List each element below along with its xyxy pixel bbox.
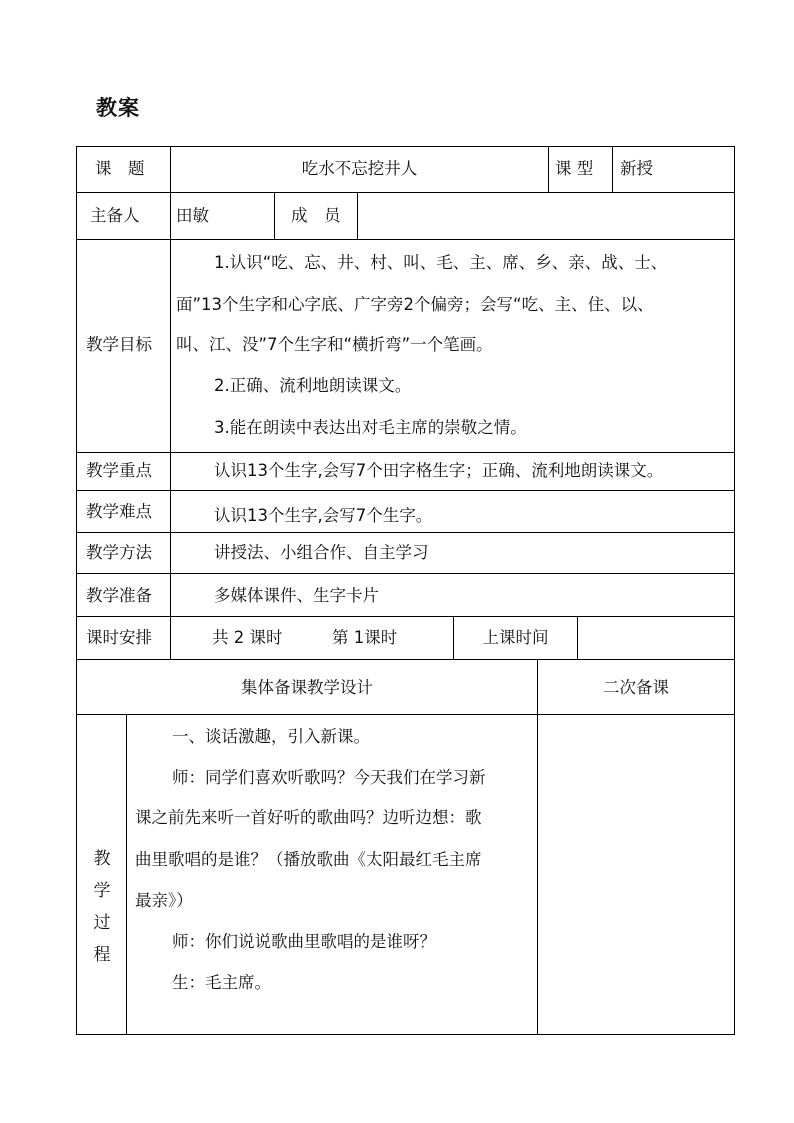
column-divider xyxy=(577,616,578,659)
process-label xyxy=(87,843,117,971)
process-line: 生：毛主席。 xyxy=(172,973,271,992)
schedule-current: 第 1课时 xyxy=(332,628,398,647)
objectives-line: 2.正确、流利地朗读课文。 xyxy=(214,376,412,395)
objectives-line: 1.认识“吃、忘、井、村、叫、毛、主、席、乡、亲、战、士、 xyxy=(214,253,668,272)
row-divider xyxy=(76,490,735,491)
class-time-label: 上课时间 xyxy=(482,628,549,647)
secondary-prep-header: 二次备课 xyxy=(603,678,669,697)
process-line: 课之前先来听一首好听的歌曲吗？边听边想：歌 xyxy=(135,808,482,827)
row-divider xyxy=(76,239,735,240)
row-divider xyxy=(76,192,735,193)
methods-value: 讲授法、小组合作、自主学习 xyxy=(214,543,429,562)
collective-design-header: 集体备课教学设计 xyxy=(241,678,373,697)
column-divider xyxy=(170,146,171,659)
author-value: 田敏 xyxy=(176,206,209,225)
process-label-char: 程 xyxy=(93,945,111,965)
column-divider xyxy=(274,192,275,239)
objectives-line: 叫、江、没”7个生字和“横折弯”一个笔画。 xyxy=(176,335,493,354)
lesson-type-label: 课 型 xyxy=(555,159,594,178)
lesson-type-value: 新授 xyxy=(620,159,653,178)
key-points-label: 教学重点 xyxy=(86,461,152,480)
preparation-value: 多媒体课件、生字卡片 xyxy=(214,586,379,605)
author-label: 主备人 xyxy=(90,206,140,225)
column-divider xyxy=(126,714,127,1035)
schedule-total: 共 2 课时 xyxy=(212,628,283,647)
difficulties-value: 认识13个生字,会写7个生字。 xyxy=(214,506,433,525)
difficulties-label: 教学难点 xyxy=(86,502,152,521)
process-line: 最亲》） xyxy=(135,891,193,910)
objectives-line: 面”13个生字和心字底、广字旁2个偏旁；会写“吃、主、住、以、 xyxy=(176,295,654,314)
objectives-line: 3.能在朗读中表达出对毛主席的崇敬之情。 xyxy=(214,418,527,437)
column-divider xyxy=(612,146,613,192)
process-label-char: 过 xyxy=(93,913,111,933)
column-divider xyxy=(357,192,358,239)
process-line: 一、谈话激趣，引入新课。 xyxy=(172,727,370,746)
column-divider xyxy=(537,659,538,1035)
methods-label: 教学方法 xyxy=(86,543,152,562)
objectives-label: 教学目标 xyxy=(86,335,152,354)
row-divider xyxy=(76,532,735,533)
process-line: 师：你们说说歌曲里歌唱的是谁呀？ xyxy=(172,932,436,951)
preparation-label: 教学准备 xyxy=(86,586,152,605)
column-divider xyxy=(548,146,549,192)
process-line: 师：同学们喜欢听歌吗？今天我们在学习新 xyxy=(172,768,486,787)
process-line: 曲里歌唱的是谁？（播放歌曲《太阳最红毛主席 xyxy=(135,850,482,869)
row-divider xyxy=(76,616,735,617)
row-divider xyxy=(76,659,735,660)
process-label-char: 教 xyxy=(93,849,111,869)
row-divider xyxy=(76,573,735,574)
row-divider xyxy=(76,714,735,715)
topic-value: 吃水不忘挖井人 xyxy=(301,159,418,178)
members-label: 成 员 xyxy=(291,206,341,225)
row-divider xyxy=(76,452,735,453)
topic-label: 课 题 xyxy=(95,159,145,178)
schedule-label: 课时安排 xyxy=(86,628,152,647)
key-points-value: 认识13个生字,会写7个田字格生字；正确、流利地朗读课文。 xyxy=(214,461,664,480)
process-label-char: 学 xyxy=(93,881,111,901)
document-title: 教案 xyxy=(96,96,140,120)
